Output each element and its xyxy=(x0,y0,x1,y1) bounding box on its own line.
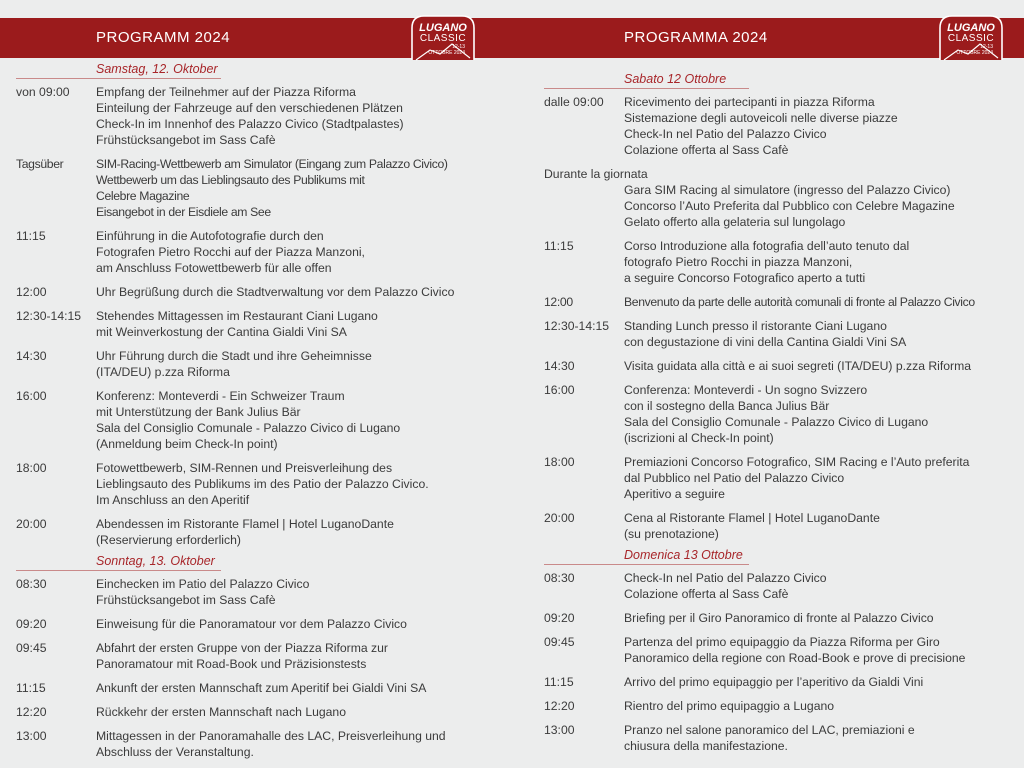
row-text: Fotowettbewerb, SIM-Rennen und Preisverleihung des Lieblingsauto des Publikums im des Patio der Palazzo Civico. Im Anschluss an den Aperitif xyxy=(96,461,429,507)
row-text: Einchecken im Patio del Palazzo Civico Frühstücksangebot im Sass Cafè xyxy=(96,577,310,607)
schedule-row xyxy=(544,634,1014,666)
row-text: Pranzo nel salone panoramico del LAC, premiazioni e chiusura della manifestazione. xyxy=(624,723,915,753)
row-time: 12:20 xyxy=(16,705,47,719)
row-text: Uhr Führung durch die Stadt und ihre Geheimnisse (ITA/DEU) p.zza Riforma xyxy=(96,349,372,379)
lugano-classic-logo: LUGANO CLASSIC 12-13 OTTOBRE 2024 xyxy=(936,12,1006,62)
row-time: 12:20 xyxy=(544,699,575,713)
row-time: 14:30 xyxy=(544,359,575,373)
row-text: Ankunft der ersten Mannschaft zum Aperitif bei Gialdi Vini SA xyxy=(96,681,427,695)
row-text: Einführung in die Autofotografie durch den Fotografen Pietro Rocchi auf der Piazza Manzoni, am Anschluss Fotowettbewerb für alle offen xyxy=(96,229,365,275)
row-time: 09:20 xyxy=(544,611,575,625)
row-text: Benvenuto da parte delle autorità comunali di fronte al Palazzo Civico xyxy=(624,295,975,309)
schedule-row xyxy=(544,698,1014,714)
schedule-row xyxy=(544,674,1014,690)
lugano-classic-logo: LUGANO CLASSIC 12-13 OTTOBRE 2024 xyxy=(408,12,478,62)
schedule-row xyxy=(16,616,496,632)
row-text: Abendessen im Ristorante Flamel | Hotel LuganoDante (Reservierung erforderlich) xyxy=(96,517,394,547)
row-text: Visita guidata alla città e ai suoi segreti (ITA/DEU) p.zza Riforma xyxy=(624,359,972,373)
row-time: 12:30-14:15 xyxy=(16,309,82,323)
row-time: 13:00 xyxy=(16,729,47,743)
row-time: 11:15 xyxy=(16,681,46,695)
day-heading-sunday: Sonntag, 13. Oktober xyxy=(16,552,496,570)
row-time: 12:00 xyxy=(544,295,573,309)
schedule-row xyxy=(16,84,496,148)
day-heading-saturday: Sabato 12 Ottobre xyxy=(544,70,1014,88)
row-text: Corso Introduzione alla fotografia dell’auto tenuto dal fotografo Pietro Rocchi in piazza Manzoni, a seguire Concorso Fotografico aperto a tutti xyxy=(624,239,910,285)
program-german xyxy=(16,60,496,768)
row-time: 18:00 xyxy=(544,455,575,469)
schedule-row xyxy=(16,516,496,548)
row-time: 13:00 xyxy=(544,723,575,737)
schedule-row xyxy=(16,704,496,720)
day-heading-saturday: Samstag, 12. Oktober xyxy=(16,60,496,78)
row-time: 12:30-14:15 xyxy=(544,319,610,333)
row-text: Rückkehr der ersten Mannschaft nach Lugano xyxy=(96,705,346,719)
row-time: 20:00 xyxy=(16,517,47,531)
row-text: Rientro del primo equipaggio a Lugano xyxy=(624,699,835,713)
row-text: Check-In nel Patio del Palazzo Civico Colazione offerta al Sass Cafè xyxy=(624,571,827,601)
row-text: Arrivo del primo equipaggio per l’aperitivo da Gialdi Vini xyxy=(624,675,924,689)
row-text: Abfahrt der ersten Gruppe von der Piazza Riforma zur Panoramatour mit Road-Book und Präzisionstests xyxy=(96,641,388,671)
schedule-row xyxy=(16,680,496,696)
schedule-row xyxy=(544,454,1014,502)
row-time: 08:30 xyxy=(544,571,575,585)
row-time: 08:30 xyxy=(16,577,47,591)
schedule-row xyxy=(16,640,496,672)
row-text: SIM-Racing-Wettbewerb am Simulator (Eingang zum Palazzo Civico) Wettbewerb um das Lieblingsauto des Publikums mit Celebre Magazine Eisangebot in der Eisdiele am See xyxy=(96,157,448,219)
row-time: 11:15 xyxy=(16,229,46,243)
row-time: von 09:00 xyxy=(16,85,70,99)
row-text: Empfang der Teilnehmer auf der Piazza Riforma Einteilung der Fahrzeuge auf den verschiedenen Plätzen Check-In im Innenhof des Palazzo Civico (Stadtpalastes) Frühstücksangebot im Sass Cafè xyxy=(96,85,404,147)
schedule-block xyxy=(544,166,1014,230)
schedule-row xyxy=(544,318,1014,350)
schedule-row xyxy=(544,294,1014,310)
schedule-row xyxy=(544,358,1014,374)
page-title-de: PROGRAMM 2024 xyxy=(96,29,231,46)
row-time: 16:00 xyxy=(16,389,47,403)
row-text: Konferenz: Monteverdi - Ein Schweizer Traum mit Unterstützung der Bank Julius Bär Sala del Consiglio Comunale - Palazzo Civico di Lugano (Anmeldung beim Check-In point) xyxy=(96,389,401,451)
schedule-row xyxy=(544,610,1014,626)
schedule-row xyxy=(16,388,496,452)
schedule-row xyxy=(16,284,496,300)
row-text: Briefing per il Giro Panoramico di fronte al Palazzo Civico xyxy=(624,611,934,625)
schedule-row xyxy=(544,382,1014,446)
schedule-row xyxy=(16,728,496,760)
row-text: Gara SIM Racing al simulatore (ingresso del Palazzo Civico) Concorso l’Auto Preferita dal Pubblico con Celebre Magazine Gelato offerto alla gelateria sul lungolago xyxy=(624,183,955,229)
row-time: 18:00 xyxy=(16,461,47,475)
row-time: 11:15 xyxy=(544,239,574,253)
schedule-row xyxy=(544,510,1014,542)
row-text: Mittagessen in der Panoramahalle des LAC, Preisverleihung und Abschluss der Veranstaltung. xyxy=(96,729,446,759)
schedule-row xyxy=(544,238,1014,286)
row-time: Durante la giornata xyxy=(544,167,648,181)
schedule-row xyxy=(16,576,496,608)
row-time: Tagsüber xyxy=(16,157,64,171)
row-time: 16:00 xyxy=(544,383,575,397)
schedule-row xyxy=(16,348,496,380)
row-time: 11:15 xyxy=(544,675,574,689)
schedule-row xyxy=(544,94,1014,158)
schedule-row xyxy=(544,722,1014,754)
row-text: Conferenza: Monteverdi - Un sogno Svizzero con il sostegno della Banca Julius Bär Sala del Consiglio Comunale - Palazzo Civico di Lugano (iscrizioni al Check-In point) xyxy=(624,383,929,445)
row-time: 09:45 xyxy=(544,635,575,649)
schedule-row xyxy=(16,308,496,340)
schedule-row xyxy=(16,460,496,508)
row-time: 09:45 xyxy=(16,641,47,655)
row-time: 14:30 xyxy=(16,349,47,363)
row-text: Cena al Ristorante Flamel | Hotel LuganoDante (su prenotazione) xyxy=(624,511,880,541)
row-time: 12:00 xyxy=(16,285,47,299)
schedule-row xyxy=(544,570,1014,602)
row-text: Ricevimento dei partecipanti in piazza Riforma Sistemazione degli autoveicoli nelle diverse piazze Check-In nel Patio del Palazzo Civico Colazione offerta al Sass Cafè xyxy=(624,95,898,157)
row-text: Einweisung für die Panoramatour vor dem Palazzo Civico xyxy=(96,617,407,631)
row-time: 20:00 xyxy=(544,511,575,525)
page-title-it: PROGRAMMA 2024 xyxy=(624,29,768,46)
schedule-row xyxy=(16,156,496,220)
row-text: Premiazioni Concorso Fotografico, SIM Racing e l’Auto preferita dal Pubblico nel Patio del Palazzo Civico Aperitivo a seguire xyxy=(624,455,970,501)
program-italian xyxy=(544,70,1014,762)
row-time: 09:20 xyxy=(16,617,47,631)
row-text: Stehendes Mittagessen im Restaurant Ciani Lugano mit Weinverkostung der Cantina Gialdi Vini SA xyxy=(96,309,378,339)
day-heading-sunday: Domenica 13 Ottobre xyxy=(544,546,1014,564)
row-text: Partenza del primo equipaggio da Piazza Riforma per Giro Panoramico della regione con Road-Book e prove di precisione xyxy=(624,635,966,665)
row-text: Standing Lunch presso il ristorante Ciani Lugano con degustazione di vini della Cantina Gialdi Vini SA xyxy=(624,319,907,349)
schedule-row xyxy=(16,228,496,276)
row-text: Uhr Begrüßung durch die Stadtverwaltung vor dem Palazzo Civico xyxy=(96,285,455,299)
row-time: dalle 09:00 xyxy=(544,95,604,109)
